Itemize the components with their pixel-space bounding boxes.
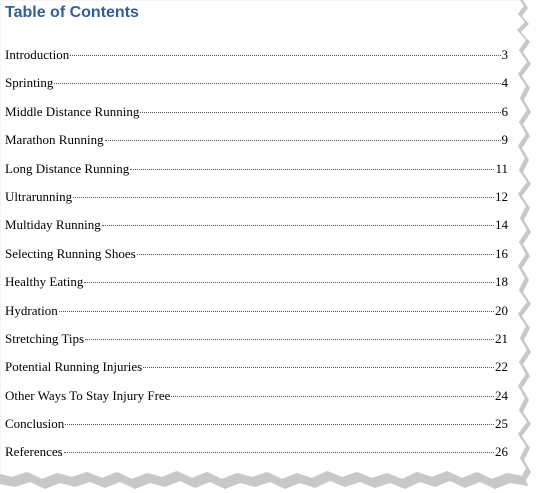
- toc-dot-leader: [102, 225, 494, 226]
- toc-entry-page-number: 22: [495, 359, 508, 375]
- toc-entry[interactable]: [5, 161, 508, 189]
- toc-entry[interactable]: [5, 104, 508, 132]
- toc-entry[interactable]: [5, 47, 508, 75]
- toc-dot-leader: [105, 140, 501, 141]
- toc-dot-leader: [64, 452, 494, 453]
- toc-entry-page-number: 3: [501, 47, 508, 62]
- toc-dot-leader: [54, 83, 500, 84]
- toc-entry[interactable]: [5, 303, 508, 331]
- toc-entry-page-number: 14: [495, 217, 508, 233]
- toc-entry-label: References: [5, 444, 63, 460]
- toc-entry-page-number: 16: [495, 245, 508, 261]
- toc-entry-label: Middle Distance Running: [5, 103, 140, 119]
- toc-entry[interactable]: [5, 388, 508, 416]
- toc-entry-label: Sprinting: [5, 75, 54, 91]
- toc-entry-page-number: 11: [495, 160, 508, 176]
- toc-entry-page-number: 20: [495, 302, 508, 318]
- toc-entry[interactable]: [5, 274, 508, 302]
- toc-entry-page-number: 21: [495, 330, 508, 346]
- toc-entry[interactable]: [5, 331, 508, 359]
- toc-dot-leader: [73, 197, 494, 198]
- toc-title: Table of Contents: [5, 4, 139, 21]
- toc-entry-label: Potential Running Injuries: [5, 359, 143, 375]
- toc-entry-page-number: 24: [495, 387, 508, 403]
- toc-entry-label: Hydration: [5, 302, 58, 318]
- toc-entry[interactable]: [5, 132, 508, 160]
- toc-entry-page-number: 9: [501, 132, 508, 148]
- toc-entry-label: Multiday Running: [5, 217, 101, 233]
- toc-dot-leader: [140, 112, 500, 113]
- toc-entry-page-number: 25: [495, 416, 508, 432]
- toc-entry-label: Long Distance Running: [5, 160, 130, 176]
- toc-entry-label: Other Ways To Stay Injury Free: [5, 387, 171, 403]
- toc-entry[interactable]: [5, 189, 508, 217]
- toc-dot-leader: [59, 311, 494, 312]
- toc-entry[interactable]: [5, 246, 508, 274]
- toc-dot-leader: [143, 367, 494, 368]
- toc-dot-leader: [85, 339, 494, 340]
- toc-entry-page-number: 18: [495, 274, 508, 290]
- toc-entry-label: Stretching Tips: [5, 330, 85, 346]
- toc-entry-page-number: 4: [501, 75, 508, 91]
- toc-dot-leader: [130, 169, 494, 170]
- toc-entry-label: Selecting Running Shoes: [5, 245, 136, 261]
- toc-dot-leader: [137, 254, 494, 255]
- toc-entry[interactable]: [5, 217, 508, 245]
- toc-entry-label: Introduction: [5, 47, 70, 62]
- toc-dot-leader: [84, 282, 494, 283]
- toc-entry[interactable]: [5, 359, 508, 387]
- toc-dot-leader: [65, 424, 494, 425]
- toc-entry[interactable]: [5, 444, 508, 472]
- toc-dot-leader: [171, 396, 494, 397]
- toc-entry-label: Conclusion: [5, 416, 65, 432]
- toc-entry-page-number: 6: [501, 103, 508, 119]
- toc-entry[interactable]: [5, 416, 508, 444]
- toc-entry-label: Healthy Eating: [5, 274, 84, 290]
- toc-dot-leader: [70, 55, 500, 56]
- toc-entry-page-number: 12: [495, 188, 508, 204]
- toc-entry-label: Ultrarunning: [5, 188, 73, 204]
- toc-entry[interactable]: [5, 75, 508, 103]
- toc-entry-label: Marathon Running: [5, 132, 104, 148]
- toc-list: [5, 47, 508, 473]
- toc-entry-page-number: 26: [495, 444, 508, 460]
